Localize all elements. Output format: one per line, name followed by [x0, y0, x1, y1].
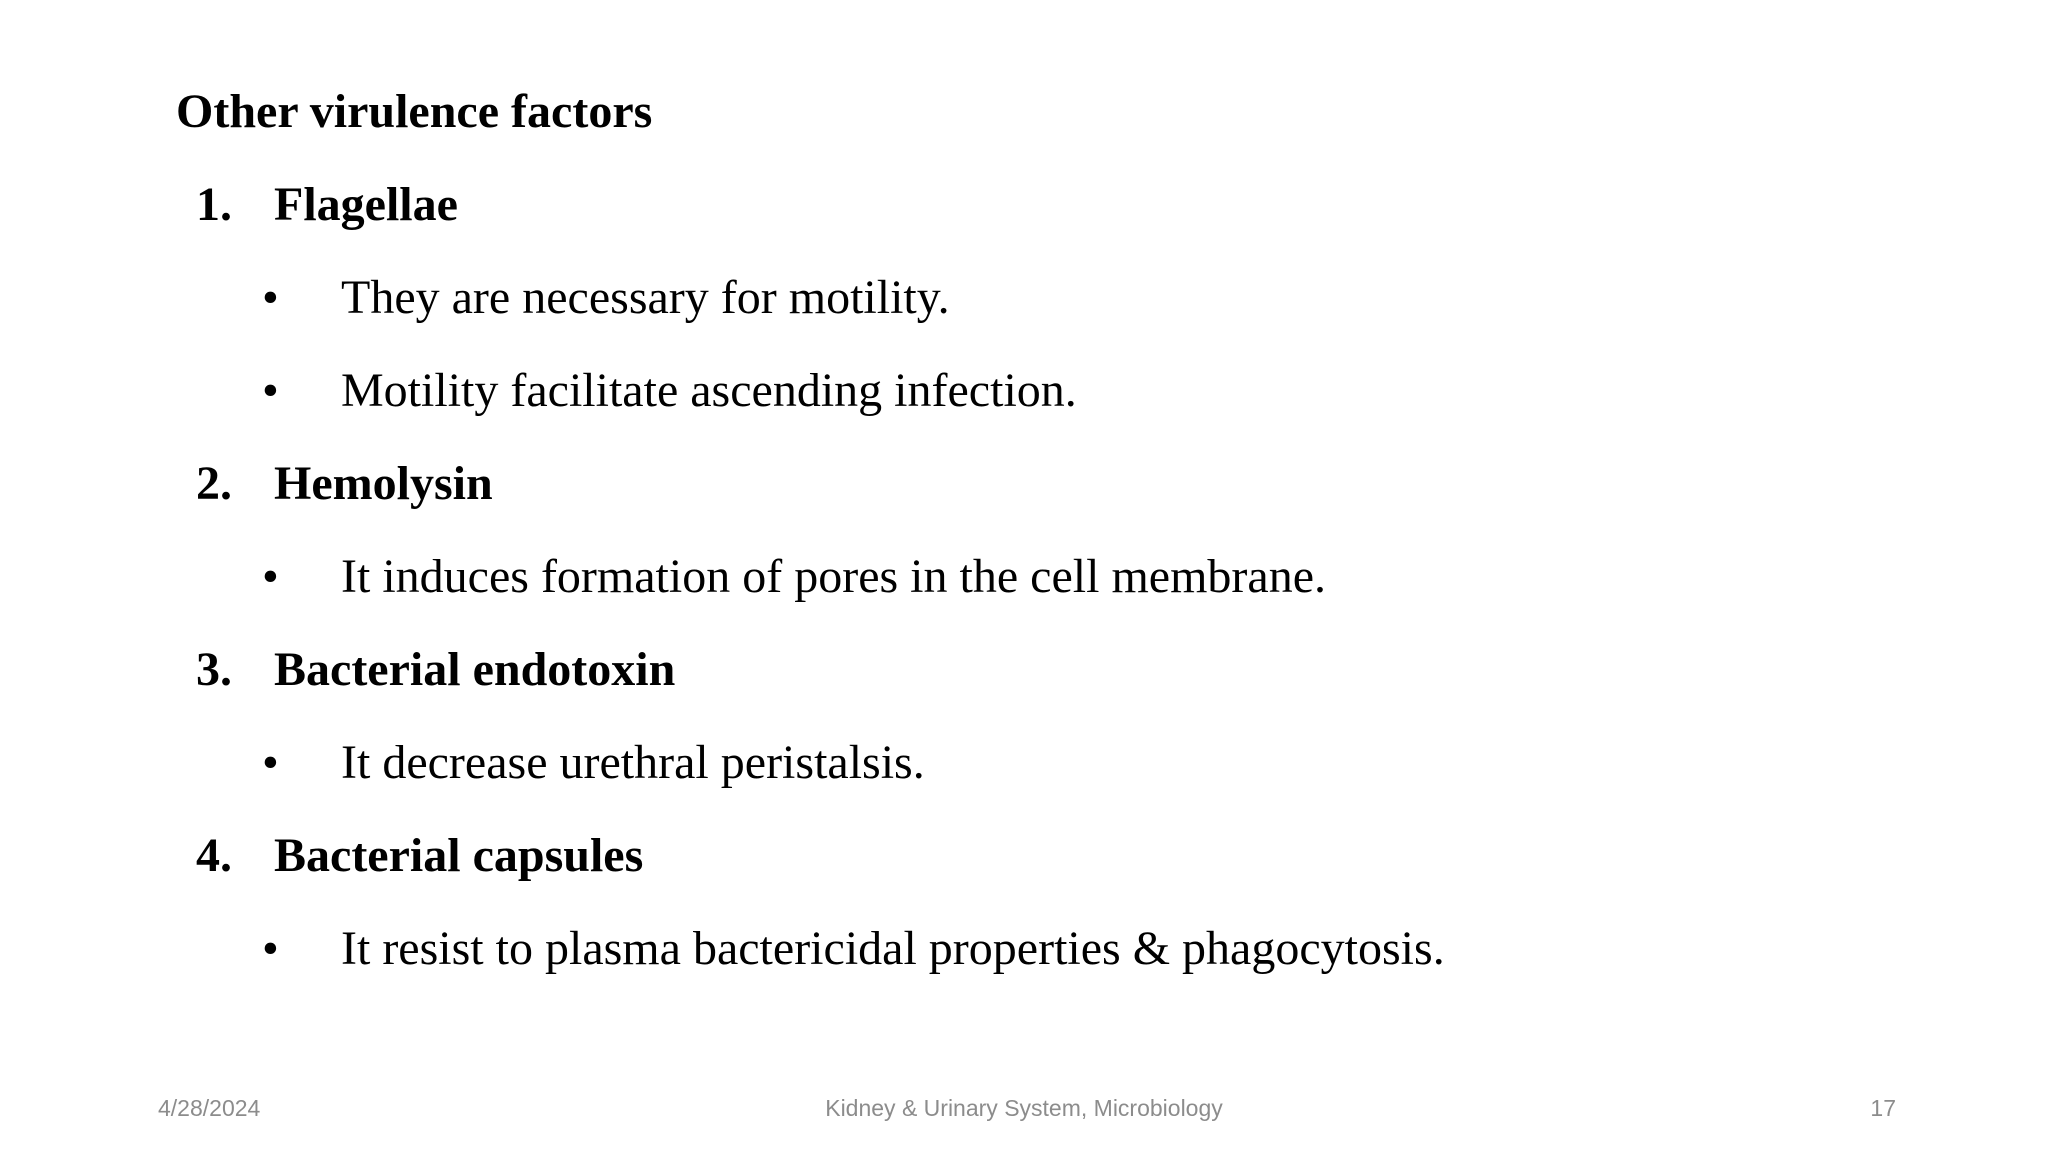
section-title-bacterial-endotoxin [176, 642, 1936, 735]
bullet-text: It resist to plasma bactericidal properties & phagocytosis. [341, 922, 1445, 975]
section-label: Flagellae [274, 178, 458, 231]
bullet-text: It induces formation of pores in the cell membrane. [341, 550, 1327, 603]
bullet-icon: • [262, 550, 279, 603]
bullet-text: Motility facilitate ascending infection. [341, 364, 1077, 417]
footer-title: Kidney & Urinary System, Microbiology [825, 1095, 1223, 1121]
section-number: 4. [196, 829, 232, 882]
section-title-hemolysin [176, 456, 1936, 549]
section-title-bacterial-capsules [176, 828, 1936, 921]
bullet-icon: • [262, 364, 279, 417]
bullet-item [176, 549, 1936, 642]
section-number: 3. [196, 643, 232, 696]
bullet-icon: • [262, 271, 279, 324]
slide-content [176, 84, 1936, 1014]
bullet-item [176, 735, 1936, 828]
section-label: Bacterial endotoxin [274, 643, 676, 696]
bullet-text: They are necessary for motility. [341, 271, 950, 324]
bullet-text: It decrease urethral peristalsis. [341, 736, 925, 789]
bullet-item [176, 921, 1936, 1014]
bullet-item [176, 270, 1936, 363]
section-number: 2. [196, 457, 232, 510]
section-label: Bacterial capsules [274, 829, 644, 882]
bullet-icon: • [262, 922, 279, 975]
bullet-icon: • [262, 736, 279, 789]
footer-date: 4/28/2024 [158, 1095, 261, 1121]
bullet-item [176, 363, 1936, 456]
section-label: Hemolysin [274, 457, 493, 510]
slide-heading: Other virulence factors [176, 85, 653, 138]
section-number: 1. [196, 178, 232, 231]
footer-page-number: 17 [1870, 1095, 1896, 1121]
section-title-flagellae [176, 177, 1936, 270]
